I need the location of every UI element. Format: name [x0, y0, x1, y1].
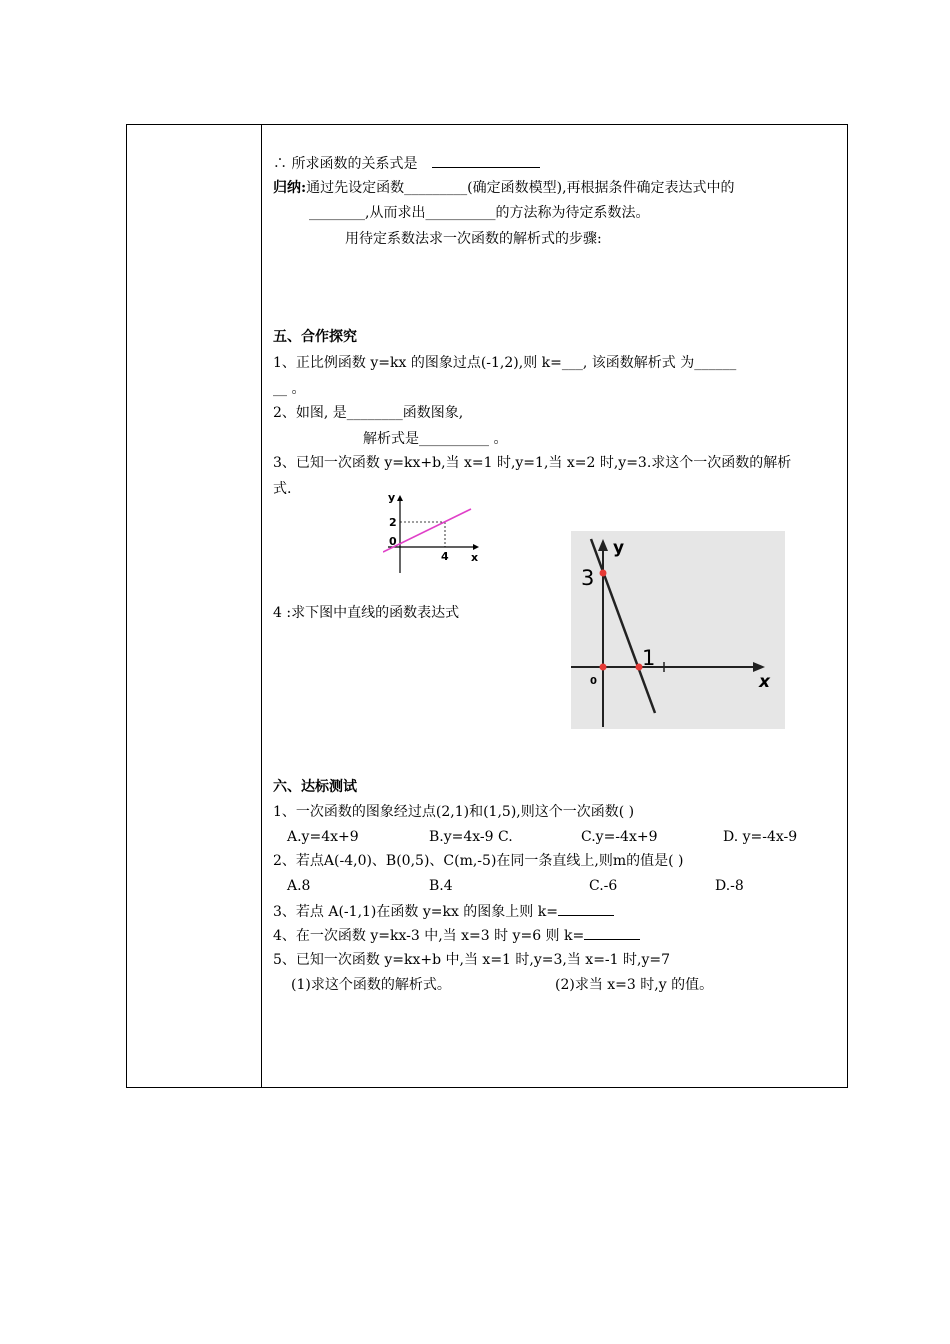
answer-blank — [432, 153, 540, 168]
content-cell — [271, 125, 839, 1087]
question-2: 2、如图, 是________函数图象, — [273, 405, 464, 421]
test-1-option-d: D. y=-4x-9 — [723, 829, 798, 845]
y-label: y — [613, 538, 625, 558]
test-2-option-c: C.-6 — [589, 878, 618, 894]
origin-label: 0 — [590, 676, 597, 687]
worksheet-table — [126, 124, 848, 1088]
test-2-option-d: D.-8 — [715, 878, 744, 894]
test-1-option-b: B.y=4x-9 C. — [429, 829, 513, 845]
section-6-title: 六、达标测试 — [273, 779, 357, 795]
test-1-option-a: A.y=4x+9 — [287, 829, 359, 845]
question-1-cont: __ 。 — [273, 381, 306, 397]
origin-label: 0 — [389, 535, 397, 548]
answer-blank — [558, 901, 614, 916]
question-3: 3、已知一次函数 y=kx+b,当 x=1 时,y=1,当 x=2 时,y=3.求这个一次函数的解析 — [273, 455, 792, 471]
test-4: 4、在一次函数 y=kx-3 中,当 x=3 时 y=6 则 k= — [273, 925, 640, 946]
test-1: 1、一次函数的图象经过点(2,1)和(1,5),则这个一次函数( ) — [273, 804, 635, 820]
test-1-option-c: C.y=-4x+9 — [581, 829, 658, 845]
test-5-part-2: (2)求当 x=3 时,y 的值。 — [555, 977, 714, 993]
x-arrow — [473, 544, 479, 550]
x-label: x — [471, 551, 479, 564]
y-tick-label: 2 — [389, 516, 397, 529]
origin-point — [600, 664, 607, 671]
graph-figure-1 — [383, 485, 493, 575]
test-5-part-1: (1)求这个函数的解析式。 — [291, 977, 451, 993]
test-2: 2、若点A(-4,0)、B(0,5)、C(m,-5)在同一条直线上,则m的值是( ) — [273, 853, 684, 869]
test-2-option-a: A.8 — [287, 878, 311, 894]
x-intercept-label: 1 — [642, 646, 656, 670]
steps-line: 用待定系数法求一次函数的解析式的步骤: — [345, 231, 602, 247]
test-2-option-b: B.4 — [429, 878, 453, 894]
summary-line: 归纳:通过先设定函数_________(确定函数模型),再根据条件确定表达式中的 — [273, 180, 735, 196]
x-tick-label: 4 — [441, 550, 449, 563]
y-intercept-label: 3 — [581, 566, 595, 590]
graph-figure-2 — [571, 531, 785, 729]
therefore-line: ∴ 所求函数的关系式是 — [273, 153, 540, 174]
answer-blank — [584, 925, 640, 940]
y-label: y — [388, 491, 396, 504]
y-intercept-point — [600, 570, 607, 577]
y-arrow — [397, 495, 403, 501]
section-5-title: 五、合作探究 — [273, 329, 357, 345]
question-4: 4 :求下图中直线的函数表达式 — [273, 605, 460, 621]
question-1: 1、正比例函数 y=kx 的图象过点(-1,2),则 k=___, 该函数解析式 为______ — [273, 355, 737, 371]
test-5: 5、已知一次函数 y=kx+b 中,当 x=1 时,y=3,当 x=-1 时,y=7 — [273, 952, 671, 968]
question-3-cont: 式. — [273, 481, 292, 497]
x-label: x — [759, 672, 770, 692]
test-3: 3、若点 A(-1,1)在函数 y=kx 的图象上则 k= — [273, 901, 614, 922]
summary-line-2: ________,从而求出__________的方法称为待定系数法。 — [309, 205, 650, 221]
question-2-formula: 解析式是__________ 。 — [363, 431, 508, 447]
column-divider — [261, 125, 262, 1087]
